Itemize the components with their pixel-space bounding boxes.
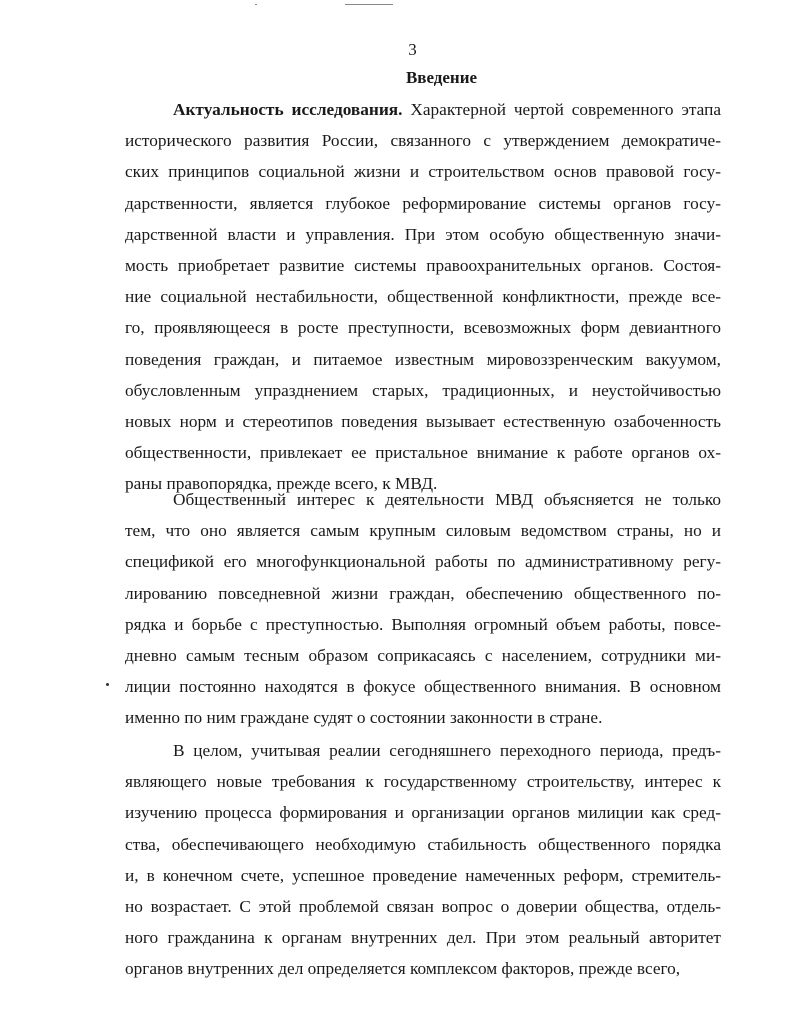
line-text: раны правопорядка, прежде всего, к МВД.	[125, 474, 438, 494]
line-text: рядка и борьбе с преступностью. Выполняя огромный объем работы, повсе-	[125, 614, 721, 634]
line-text: тем, что оно является самым крупным силовым ведомством страны, но и	[125, 521, 721, 541]
line-text: ства, обеспечивающего необходимую стабильность общественного порядка	[125, 834, 721, 854]
paragraph-line	[125, 344, 721, 375]
section-heading: Введение	[405, 68, 478, 87]
line-text: Общественный интерес к деятельности МВД объясняется не только	[173, 490, 721, 509]
line-text: являющего новые требования к государственному строительству, интерес к	[125, 772, 721, 792]
line-text: общественности, привлекает ее пристальное внимание к работе органов ох-	[125, 443, 721, 463]
line-text: дневно самым тесным образом соприкасаясь с населением, сотрудники ми-	[125, 646, 721, 666]
paragraph-line	[125, 797, 721, 828]
paragraph-line	[125, 953, 721, 984]
line-text: дарственной власти и управления. При этом особую общественную значи-	[125, 224, 721, 244]
paragraph-line	[125, 578, 721, 609]
line-text: поведения граждан, и питаемое известным мировоззренческим вакуумом,	[125, 349, 721, 369]
paragraph-line	[125, 671, 721, 702]
paragraph-public-interest	[125, 484, 721, 734]
paragraph-line	[125, 735, 721, 766]
line-text: мость приобретает развитие системы правоохранительных органов. Состоя-	[125, 256, 721, 276]
line-text: но возрастает. С этой проблемой связан вопрос о доверии общества, отдель-	[125, 897, 721, 917]
paragraph-line	[125, 125, 721, 156]
paragraph-line	[125, 829, 721, 860]
paragraph-line	[125, 515, 721, 546]
page-number: 3	[408, 40, 417, 59]
line-text: изучению процесса формирования и организации органов милиции как сред-	[125, 803, 721, 823]
paragraph-line	[125, 375, 721, 406]
paragraph-line	[125, 609, 721, 640]
line-text: лиции постоянно находятся в фокусе общественного внимания. В основном	[125, 677, 721, 697]
line-text: ние социальной нестабильности, общественной конфликтности, прежде все-	[125, 287, 721, 307]
line-text: именно по ним граждане судят о состоянии законности в стране.	[125, 708, 603, 728]
scan-artifact-dot	[255, 4, 257, 5]
paragraph-line	[125, 156, 721, 187]
paragraph-line	[125, 406, 721, 437]
paragraph-overall	[125, 735, 721, 985]
lead-phrase: Актуальность исследования.	[173, 100, 403, 119]
paragraph-line	[125, 250, 721, 281]
paragraph-line	[125, 546, 721, 577]
paragraph-line	[125, 484, 721, 515]
line-text: и, в конечном счете, успешное проведение намеченных реформ, стремитель-	[125, 865, 721, 885]
line-text: В целом, учитывая реалии сегодняшнего переходного периода, предъ-	[173, 741, 721, 760]
margin-mark	[106, 683, 109, 686]
paragraph-line	[125, 922, 721, 953]
line-text: дарственности, является глубокое реформирование системы органов госу-	[125, 193, 721, 213]
line-text: спецификой его многофункциональной работы по административному регу-	[125, 552, 721, 572]
line-text: го, проявляющееся в росте преступности, всевозможных форм девиантного	[125, 318, 721, 338]
paragraph-line	[125, 860, 721, 891]
paragraph-line	[125, 891, 721, 922]
paragraph-line	[125, 312, 721, 343]
paragraph-line	[125, 94, 721, 125]
line-text: новых норм и стереотипов поведения вызывает естественную озабоченность	[125, 412, 721, 432]
paragraph-line	[125, 281, 721, 312]
line-text: исторического развития России, связанного с утверждением демократиче-	[125, 131, 721, 151]
line-text: обусловленным упразднением старых, традиционных, и неустойчивостью	[125, 380, 721, 400]
line-text: ного гражданина к органам внутренних дел. При этом реальный авторитет	[125, 928, 721, 948]
paragraph-line	[125, 766, 721, 797]
line-text: лированию повседневной жизни граждан, обеспечению общественного по-	[125, 583, 721, 603]
paragraph-line	[125, 437, 721, 468]
line-text: Характерной чертой современного этапа	[402, 100, 721, 119]
paragraph-line	[125, 702, 721, 733]
line-text: органов внутренних дел определяется комплексом факторов, прежде всего,	[125, 959, 681, 979]
paragraph-relevance	[125, 94, 721, 500]
paragraph-line	[125, 188, 721, 219]
line-text: ских принципов социальной жизни и строительством основ правовой госу-	[125, 162, 721, 182]
scan-artifact-line	[345, 4, 393, 5]
paragraph-line	[125, 640, 721, 671]
paragraph-line	[125, 219, 721, 250]
